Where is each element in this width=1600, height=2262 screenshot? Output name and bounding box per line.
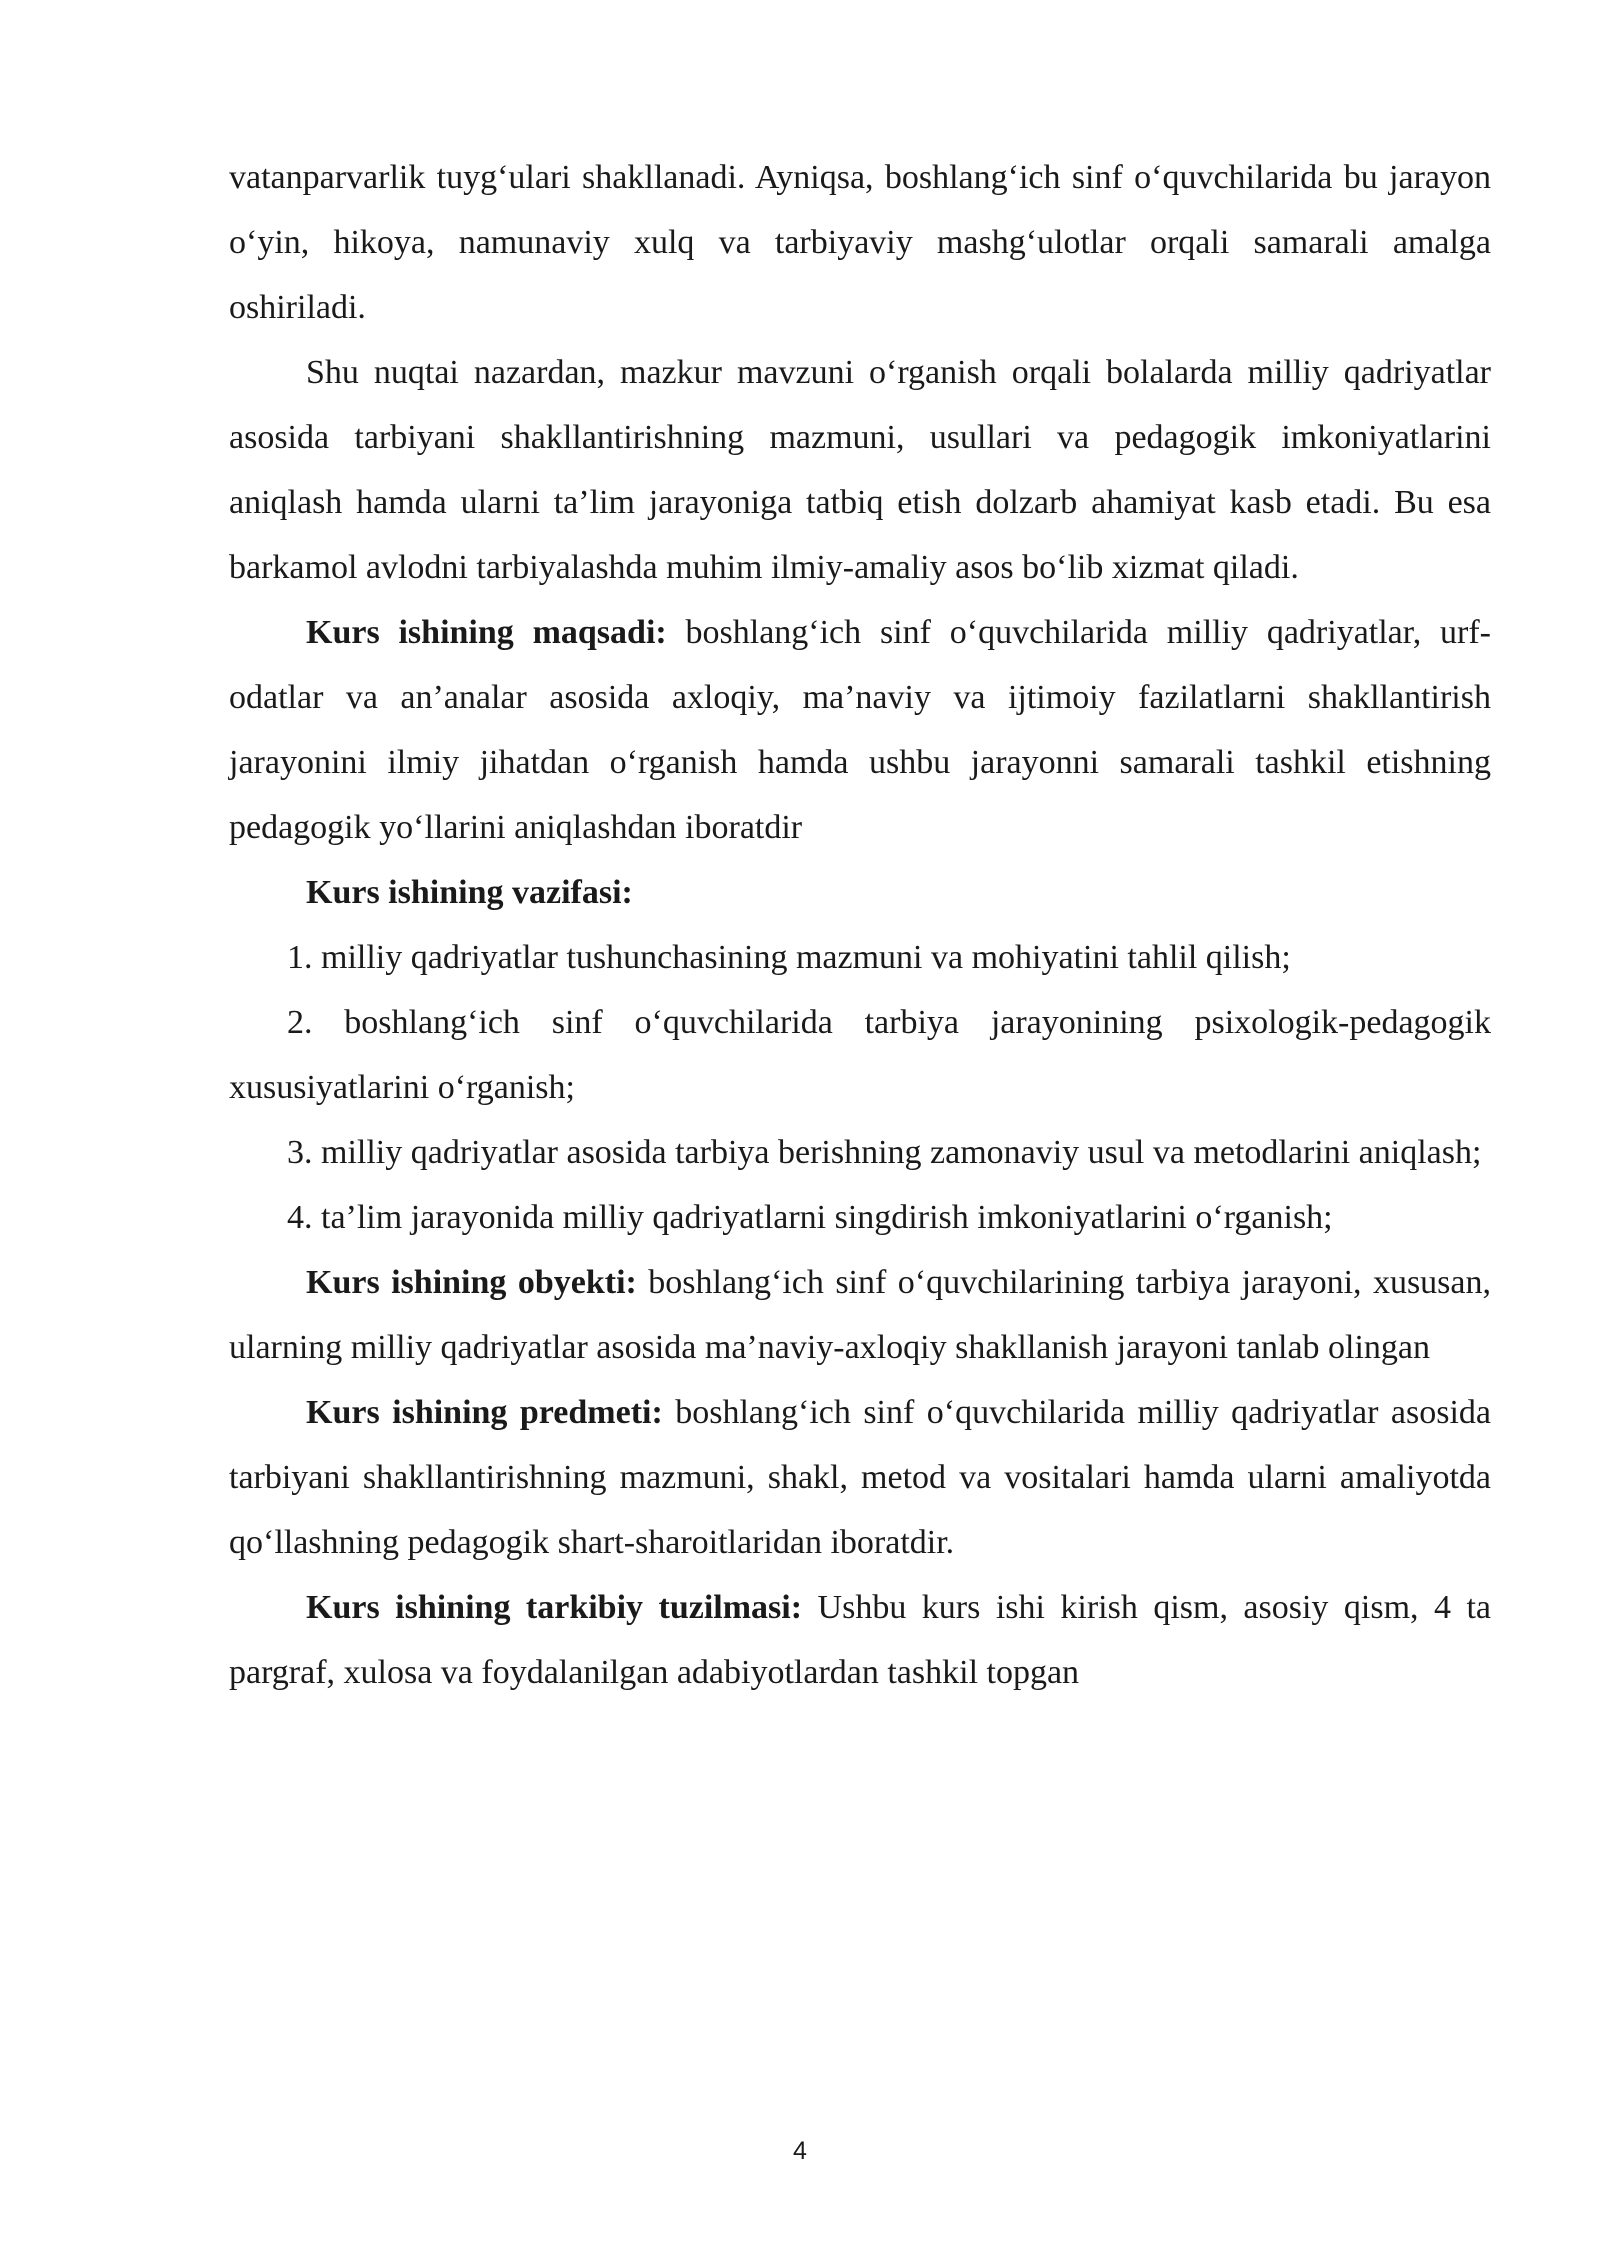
goal-text: boshlang‘ich sinf o‘quvchilarida milliy qadriyatlar, urf-odatlar va an’analar asosida axloqiy, ma’naviy va ijtimoiy fazilatlarni shakllantirish jarayonini ilmiy jihatdan o‘rganish hamda ushbu jarayonni samarali tashkil etishning pedagogik yo‘llarini aniqlashdan iboratdir <box>229 614 1491 846</box>
task-item-text: 3. milliy qadriyatlar asosida tarbiya berishning zamonaviy usul va metodlarini aniqlash; <box>287 1134 1482 1171</box>
paragraph-goal <box>229 600 1491 860</box>
task-item-text: 1. milliy qadriyatlar tushunchasining mazmuni va mohiyatini tahlil qilish; <box>287 939 1291 976</box>
paragraph-object <box>229 1250 1491 1380</box>
task-item <box>229 1120 1491 1185</box>
tasks-heading: Kurs ishining vazifasi: <box>306 874 633 911</box>
subject-heading: Kurs ishining predmeti: <box>306 1394 663 1431</box>
object-text: boshlang‘ich sinf o‘quvchilarining tarbiya jarayoni, xususan, ularning milliy qadriyatlar asosida ma’naviy-axloqiy shakllanish jarayoni tanlab olingan <box>229 1264 1491 1366</box>
document-body <box>229 145 1491 1705</box>
paragraph-text: vatanparvarlik tuyg‘ulari shakllanadi. Ayniqsa, boshlang‘ich sinf o‘quvchilarida bu jarayon o‘yin, hikoya, namunaviy xulq va tarbiyaviy mashg‘ulotlar orqali samarali amalga oshiriladi. <box>229 159 1491 326</box>
page-number: 4 <box>793 2137 807 2165</box>
task-item-text: 2. boshlang‘ich sinf o‘quvchilarida tarbiya jarayonining psixologik-pedagogik xususiyatlarini o‘rganish; <box>229 1004 1491 1106</box>
paragraph-structure <box>229 1575 1491 1705</box>
task-item <box>229 1185 1491 1250</box>
goal-heading: Kurs ishining maqsadi: <box>306 614 667 651</box>
structure-text: Ushbu kurs ishi kirish qism, asosiy qism, 4 ta pargraf, xulosa va foydalanilgan adabiyotlardan tashkil topgan <box>229 1589 1491 1691</box>
paragraph-tasks-heading <box>229 860 1491 925</box>
paragraph-text: Shu nuqtai nazardan, mazkur mavzuni o‘rganish orqali bolalarda milliy qadriyatlar asosida tarbiyani shakllantirishning mazmuni, usullari va pedagogik imkoniyatlarini aniqlash hamda ularni ta’lim jarayoniga tatbiq etish dolzarb ahamiyat kasb etadi. Bu esa barkamol avlodni tarbiyalashda muhim ilmiy-amaliy asos bo‘lib xizmat qiladi. <box>229 354 1491 586</box>
task-item <box>229 925 1491 990</box>
task-item <box>229 990 1491 1120</box>
paragraph-continuation <box>229 145 1491 340</box>
task-item-text: 4. ta’lim jarayonida milliy qadriyatlarni singdirish imkoniyatlarini o‘rganish; <box>287 1199 1333 1236</box>
paragraph-subject <box>229 1380 1491 1575</box>
structure-heading: Kurs ishining tarkibiy tuzilmasi: <box>306 1589 803 1626</box>
paragraph-relevance <box>229 340 1491 600</box>
subject-text: boshlang‘ich sinf o‘quvchilarida milliy qadriyatlar asosida tarbiyani shakllantirishning mazmuni, shakl, metod va vositalari hamda ularni amaliyotda qo‘llashning pedagogik shart-sharoitlaridan iboratdir. <box>229 1394 1491 1561</box>
object-heading: Kurs ishining obyekti: <box>306 1264 637 1301</box>
